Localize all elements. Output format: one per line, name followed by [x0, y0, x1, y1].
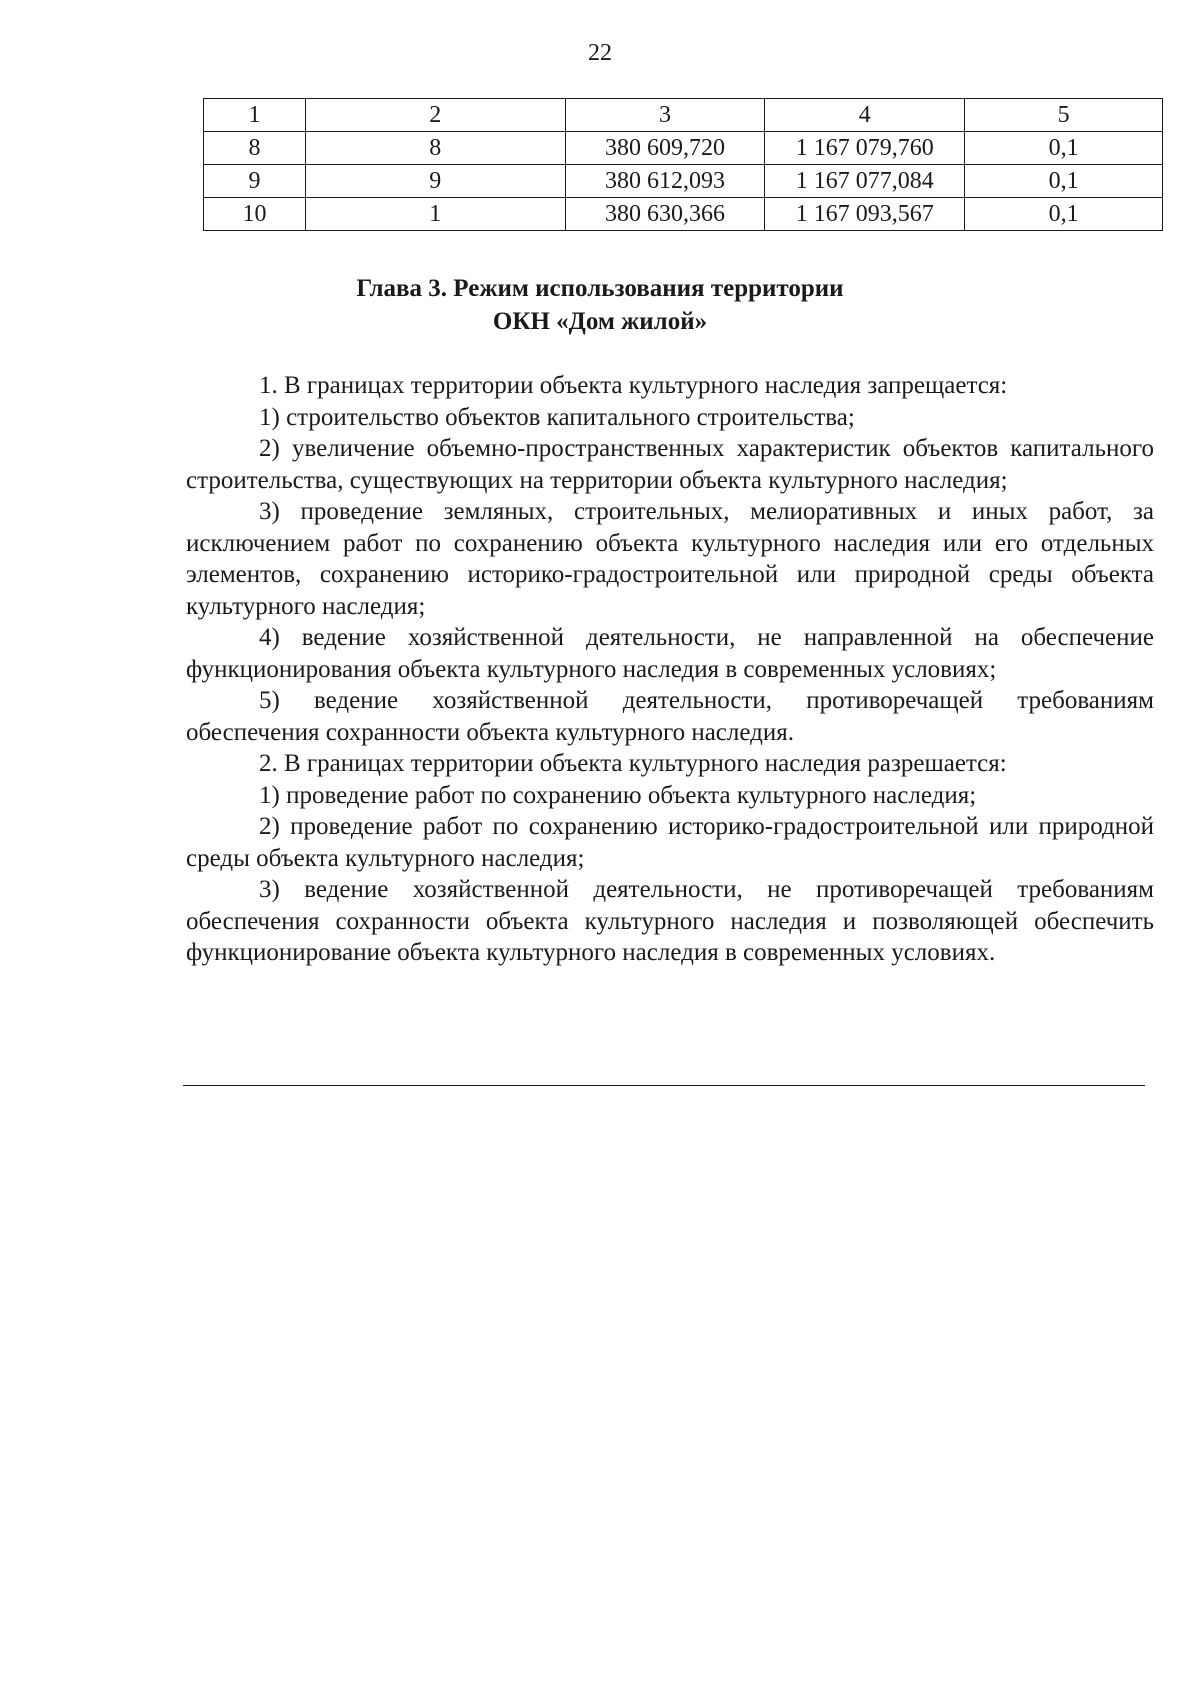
table-header-cell: 1	[204, 99, 306, 132]
table-cell: 9	[204, 165, 306, 198]
table-cell: 0,1	[965, 165, 1163, 198]
table-cell: 8	[305, 132, 565, 165]
table-header-cell: 4	[765, 99, 965, 132]
paragraph: 3) проведение земляных, строительных, мелиоративных и иных работ, за исключением работ по сохранению объекта культурного наследия или его отдельных элементов, сохранению историко-градостроительной или природной среды объекта культурного наследия;	[186, 498, 1154, 620]
table-cell: 380 612,093	[565, 165, 765, 198]
paragraph: 1) строительство объектов капитального строительства;	[259, 403, 855, 431]
paragraph: 5) ведение хозяйственной деятельности, противоречащей требованиям обеспечения сохранности объекта культурного наследия.	[186, 687, 1154, 746]
table-header-cell: 5	[965, 99, 1163, 132]
table-row	[204, 132, 1163, 165]
table-cell: 1 167 093,567	[765, 198, 965, 231]
table-header-cell: 2	[305, 99, 565, 132]
table-cell: 9	[305, 165, 565, 198]
chapter-body	[186, 370, 1154, 969]
chapter-title-line-1: Глава 3. Режим использования территории	[356, 275, 844, 302]
chapter-title-line-2: ОКН «Дом жилой»	[492, 308, 708, 335]
paragraph: 2. В границах территории объекта культурного наследия разрешается:	[259, 750, 1007, 777]
chapter-title	[0, 272, 1200, 338]
table-cell: 0,1	[965, 132, 1163, 165]
coordinates-table	[203, 98, 1163, 231]
table-row	[204, 198, 1163, 231]
end-rule-divider	[183, 1085, 1145, 1086]
paragraph: 2) проведение работ по сохранению историко-градостроительной или природной среды объекта культурного наследия;	[186, 813, 1154, 872]
paragraph: 2) увеличение объемно-пространственных характеристик объектов капитального строительства, существующих на территории объекта культурного наследия;	[186, 435, 1154, 494]
table-cell: 10	[204, 198, 306, 231]
paragraph: 1) проведение работ по сохранению объекта культурного наследия;	[259, 781, 977, 809]
table-cell: 1 167 077,084	[765, 165, 965, 198]
table-header-cell: 3	[565, 99, 765, 132]
paragraph: 3) ведение хозяйственной деятельности, не противоречащей требованиям обеспечения сохранности объекта культурного наследия и позволяющей обеспечить функционирование объекта культурного наследия в современных условиях.	[186, 876, 1154, 966]
table-cell: 8	[204, 132, 306, 165]
table-header-row	[204, 99, 1163, 132]
table-row	[204, 165, 1163, 198]
paragraph: 4) ведение хозяйственной деятельности, не направленной на обеспечение функционирования объекта культурного наследия в современных условиях;	[186, 624, 1154, 683]
paragraph: 1. В границах территории объекта культурного наследия запрещается:	[259, 372, 1008, 399]
table-cell: 0,1	[965, 198, 1163, 231]
table-cell: 380 609,720	[565, 132, 765, 165]
table-cell: 1	[305, 198, 565, 231]
page-number: 22	[588, 40, 612, 66]
table-cell: 1 167 079,760	[765, 132, 965, 165]
table-cell: 380 630,366	[565, 198, 765, 231]
